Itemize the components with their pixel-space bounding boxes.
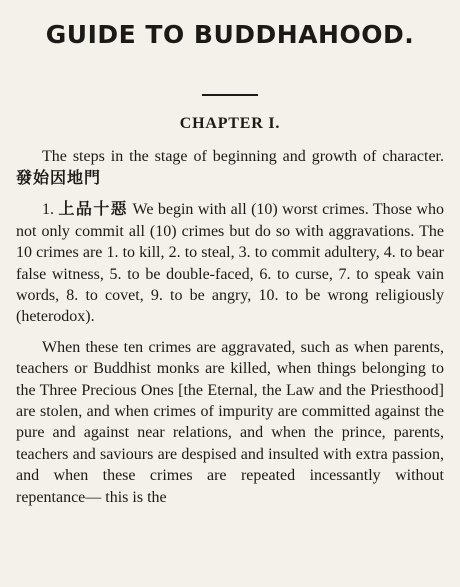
intro-text: The steps in the stage of beginning and growth of character.: [42, 147, 444, 165]
page-title: GUIDE TO BUDDHAHOOD.: [45, 20, 415, 49]
chapter-heading: CHAPTER I.: [179, 114, 281, 132]
intro-chinese-characters: 發始因地門: [16, 167, 102, 187]
section-1-chinese-characters: 上品十惡: [58, 199, 129, 219]
title-divider: [202, 94, 258, 96]
section-1-number: 1.: [42, 201, 59, 219]
aggravation-paragraph: When these ten crimes are aggravated, such as when parents, teachers or Buddhist monks are killed, when things belonging to the Three Precious Ones [the Eternal, the Law and the Priesthood] are stolen, and when crimes of impurity are committed against the pure and against near relations, and when the prince, parents, teachers and saviours are despised and insulted with extra passion, and when these crimes are repeated incessantly without repentance— this is the: [16, 338, 444, 506]
section-1-text: We begin with all (10) worst crimes. Those who not only commit all (10) crimes but do so with aggravations. The 10 crimes are 1. to kill, 2. to steal, 3. to commit adultery, 4. to bear false witness, 5. to be double-faced, 6. to curse, 7. to speak vain words, 8. to covet, 9. to be angry, 10. to be wrong religiously (heterodox).: [16, 201, 444, 326]
intro-paragraph: [16, 146, 444, 190]
section-1-paragraph: [16, 198, 444, 327]
